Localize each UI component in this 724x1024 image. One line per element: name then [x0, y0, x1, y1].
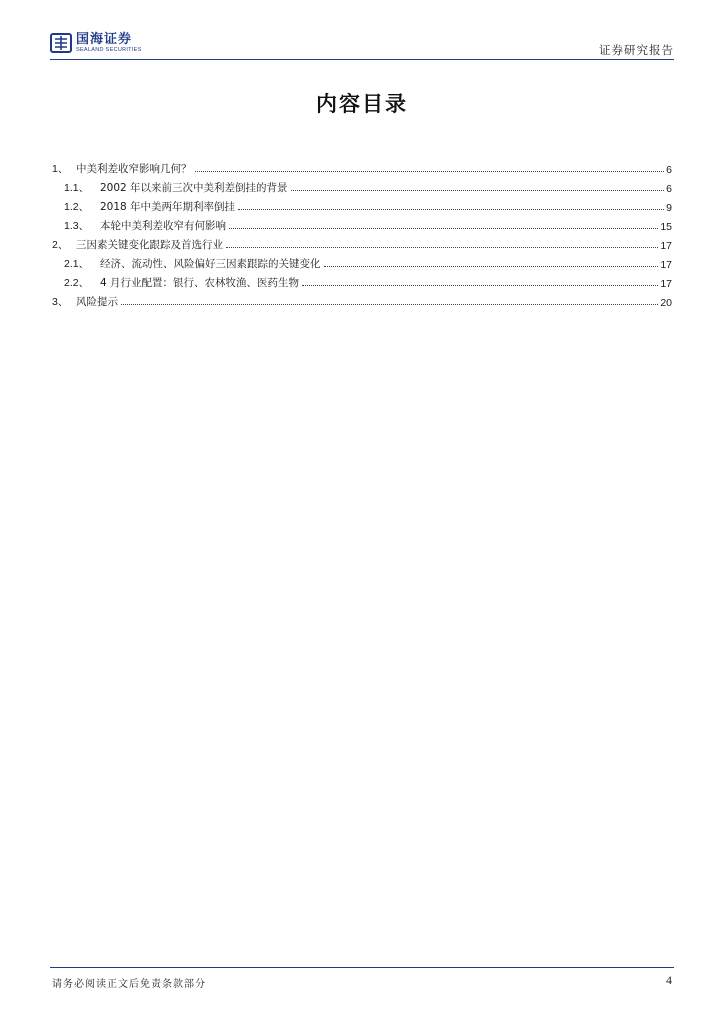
toc-entry-label: 经济、流动性、风险偏好三因素跟踪的关键变化 [100, 258, 321, 270]
toc-title: 内容目录 [316, 92, 408, 116]
toc-entry[interactable] [52, 290, 672, 309]
toc-entry-page: 17 [660, 259, 672, 271]
toc-leader-dots [238, 209, 664, 210]
toc-leader-dots [229, 228, 658, 229]
toc-entry[interactable] [52, 271, 672, 290]
toc-entry-number: 2.2、 [64, 277, 90, 289]
toc-entry-label: 三因素关键变化跟踪及首选行业 [76, 239, 223, 251]
sealand-logo-icon [50, 32, 72, 54]
page-header [50, 30, 674, 60]
toc-entry[interactable] [52, 252, 672, 271]
toc-entry-number: 2、 [52, 239, 69, 251]
footer-divider [50, 967, 674, 968]
company-logo [50, 32, 142, 54]
table-of-contents [52, 157, 672, 309]
page-number: 4 [666, 973, 672, 987]
toc-entry-page: 20 [660, 297, 672, 309]
toc-entry[interactable] [52, 214, 672, 233]
toc-leader-dots [121, 304, 658, 305]
toc-entry-page: 17 [660, 278, 672, 290]
report-type-label: 证券研究报告 [599, 43, 674, 57]
toc-entry-page: 15 [660, 221, 672, 233]
toc-entry-label: 风险提示 [76, 296, 118, 308]
toc-leader-dots [302, 285, 658, 286]
logo-english-name: SEALAND SECURITIES [76, 46, 142, 53]
toc-leader-dots [226, 247, 658, 248]
logo-chinese-name: 国海证券 [76, 31, 133, 47]
toc-entry-number: 1、 [52, 163, 69, 175]
toc-entry[interactable] [52, 176, 672, 195]
header-divider [50, 59, 674, 60]
toc-entry-page: 6 [666, 183, 672, 195]
toc-entry[interactable] [52, 195, 672, 214]
toc-entry-number: 2.1、 [64, 258, 90, 270]
toc-entry-page: 9 [666, 202, 672, 214]
toc-entry-label: 本轮中美利差收窄有何影响 [100, 220, 226, 232]
toc-entry-number: 1.2、 [64, 201, 90, 213]
toc-leader-dots [291, 190, 665, 191]
toc-entry-number: 3、 [52, 296, 69, 308]
toc-entry-page: 6 [666, 164, 672, 176]
toc-entry-label: 2018 年中美两年期利率倒挂 [100, 201, 236, 213]
toc-entry-label: 中美利差收窄影响几何？ [76, 163, 192, 175]
toc-entry-number: 1.1、 [64, 182, 90, 194]
toc-entry[interactable] [52, 233, 672, 252]
toc-entry[interactable] [52, 157, 672, 176]
toc-entry-label: 2002 年以来前三次中美利差倒挂的背景 [100, 182, 288, 194]
toc-leader-dots [324, 266, 659, 267]
toc-leader-dots [195, 171, 665, 172]
toc-entry-page: 17 [660, 240, 672, 252]
toc-entry-number: 1.3、 [64, 220, 90, 232]
footer-disclaimer: 请务必阅读正文后免责条款部分 [52, 979, 206, 990]
toc-entry-label: 4 月行业配置：银行、农林牧渔、医药生物 [100, 277, 300, 289]
